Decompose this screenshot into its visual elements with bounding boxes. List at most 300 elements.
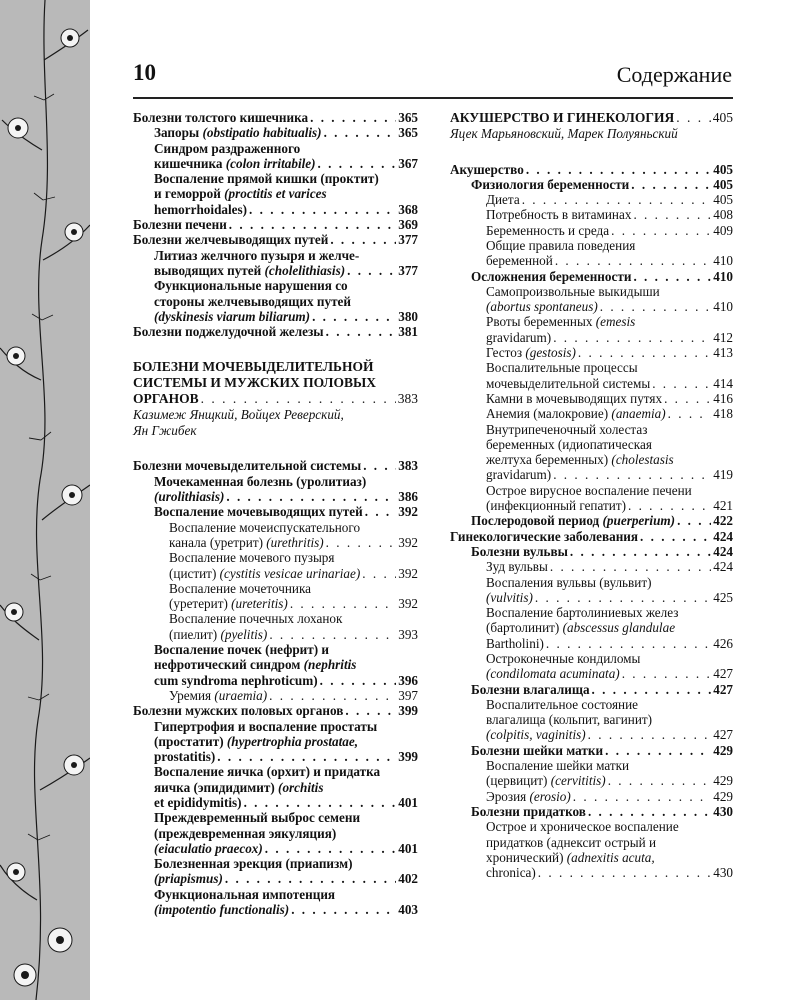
toc-entry-line: (пиелит) (pyelitis) bbox=[169, 626, 268, 642]
toc-entry-line: придатков (аднексит острый и bbox=[486, 834, 657, 850]
toc-entry bbox=[133, 141, 418, 172]
toc-entry-line: Воспаления вульвы (вульвит) bbox=[486, 574, 652, 590]
toc-entry-leader-row bbox=[486, 207, 733, 222]
dot-leader bbox=[592, 682, 712, 697]
toc-page-number: 365 bbox=[398, 125, 418, 141]
toc-entry-line: Болезни вульвы bbox=[471, 543, 568, 559]
toc-entry bbox=[450, 422, 733, 483]
toc-entry-line: Болезни мужских половых органов bbox=[133, 703, 344, 719]
toc-entry-line: (инфекционный гепатит) bbox=[486, 498, 626, 514]
toc-entry-line: (colpitis, vaginitis) bbox=[486, 727, 586, 743]
dot-leader bbox=[201, 391, 396, 407]
toc-entry bbox=[450, 513, 733, 528]
toc-entry bbox=[133, 278, 418, 324]
dot-leader bbox=[269, 688, 396, 703]
toc-entry-line: Болезненная эрекция (приапизм) bbox=[154, 856, 353, 872]
toc-entry-leader-row bbox=[486, 467, 733, 482]
toc-entry-line: Болезни мочевыделительной системы bbox=[133, 458, 362, 474]
toc-entry bbox=[133, 504, 418, 519]
toc-entry-leader-row bbox=[486, 299, 733, 314]
toc-entry-leader-row bbox=[154, 902, 418, 917]
toc-entry-leader-row bbox=[471, 269, 733, 284]
dot-leader bbox=[324, 125, 397, 140]
toc-entry-leader-row bbox=[471, 804, 733, 819]
toc-page-number: 405 bbox=[713, 161, 733, 177]
chamomile-illustration-icon bbox=[0, 0, 90, 1000]
toc-entry-line: (condilomata acuminata) bbox=[486, 666, 620, 682]
dot-leader bbox=[362, 566, 396, 581]
toc-entry-leader-row bbox=[154, 871, 418, 886]
toc-entry-line: Гипертрофия и воспаление простаты bbox=[154, 718, 378, 734]
decorative-sidebar bbox=[0, 0, 90, 1000]
toc-page-number: 427 bbox=[713, 681, 733, 697]
toc-entry bbox=[133, 217, 418, 232]
toc-entry-line: Воспаление мочеиспускательного bbox=[169, 519, 361, 535]
section-title-leader-row bbox=[133, 391, 418, 407]
toc-entry-leader-row bbox=[471, 743, 733, 758]
toc-entry bbox=[450, 269, 733, 284]
toc-entry bbox=[450, 406, 733, 421]
toc-entry-line: Болезни толстого кишечника bbox=[133, 110, 309, 125]
toc-entry-leader-row bbox=[486, 391, 733, 406]
toc-page-number: 383 bbox=[398, 458, 418, 474]
toc-entry bbox=[450, 162, 733, 177]
toc-entry-line: влагалища (кольпит, вагинит) bbox=[486, 712, 653, 728]
dot-leader bbox=[538, 865, 711, 880]
toc-page-number: 367 bbox=[398, 155, 418, 171]
dot-leader bbox=[677, 513, 711, 528]
toc-entry-line: hemorrhoidales) bbox=[154, 201, 248, 217]
toc-entry-line: беременной bbox=[486, 253, 553, 269]
toc-page-number: 399 bbox=[398, 749, 418, 765]
dot-leader bbox=[611, 223, 711, 238]
toc-entry-line: (eiaculatio praecox) bbox=[154, 840, 263, 856]
dot-leader bbox=[578, 345, 711, 360]
toc-entry bbox=[450, 238, 733, 269]
toc-entry-line: беременных (идиопатическая bbox=[486, 436, 652, 452]
dot-leader bbox=[622, 666, 712, 681]
toc-page-number: 430 bbox=[713, 803, 733, 819]
dot-leader bbox=[312, 309, 396, 324]
toc-entry-leader-row bbox=[486, 773, 733, 788]
toc-page-number: 429 bbox=[713, 773, 733, 789]
toc-entry-line: Воспаление мочевыводящих путей bbox=[154, 504, 363, 520]
toc-entry-leader-row bbox=[486, 406, 733, 421]
toc-entry-leader-row bbox=[486, 559, 733, 574]
toc-entry bbox=[450, 529, 733, 544]
toc-page-number: 393 bbox=[398, 626, 418, 642]
toc-entry-leader-row bbox=[486, 498, 733, 513]
toc-page-number: 416 bbox=[713, 390, 733, 406]
toc-page-number: 424 bbox=[713, 543, 733, 559]
toc-entry-line: Воспаление бартолиниевых желез bbox=[486, 605, 679, 621]
toc-entry bbox=[450, 314, 733, 345]
dot-leader bbox=[217, 749, 396, 764]
dot-leader bbox=[363, 458, 396, 473]
dot-leader bbox=[570, 544, 711, 559]
toc-entry bbox=[133, 719, 418, 765]
toc-entry-leader-row bbox=[486, 330, 733, 345]
toc-entry-leader-row bbox=[133, 324, 418, 339]
dot-leader bbox=[535, 590, 711, 605]
toc-entry-line: Воспаление почечных лоханок bbox=[169, 611, 343, 627]
toc-entry-line: (impotentio functionalis) bbox=[154, 902, 290, 918]
dot-leader bbox=[608, 773, 712, 788]
toc-entry-line: (бартолинит) (abscessus glandulae bbox=[486, 620, 676, 636]
toc-entry-leader-row bbox=[486, 865, 733, 880]
toc-entry-line: Синдром раздраженного bbox=[154, 140, 301, 156]
toc-entry-leader-row bbox=[486, 345, 733, 360]
toc-entry-line: Болезни желчевыводящих путей bbox=[133, 232, 329, 248]
dot-leader bbox=[318, 156, 397, 171]
toc-entry-line: Болезни печени bbox=[133, 217, 227, 233]
toc-entry-leader-row bbox=[486, 666, 733, 681]
toc-entry-leader-row bbox=[471, 682, 733, 697]
toc-entry-line: Болезни влагалища bbox=[471, 681, 590, 697]
toc-page-number: 425 bbox=[713, 589, 733, 605]
toc-page-number: 427 bbox=[713, 666, 733, 682]
toc-page-number: 380 bbox=[398, 308, 418, 324]
toc-page-number: 418 bbox=[713, 406, 733, 422]
toc-entry bbox=[133, 110, 418, 125]
dot-leader bbox=[640, 529, 711, 544]
toc-page-number: 392 bbox=[398, 596, 418, 612]
toc-entry bbox=[133, 810, 418, 856]
toc-entry-leader-row bbox=[471, 544, 733, 559]
dot-leader bbox=[588, 727, 712, 742]
dot-leader bbox=[326, 535, 397, 550]
toc-entry bbox=[133, 611, 418, 642]
toc-entry-leader-row bbox=[133, 232, 418, 247]
toc-entry-line: et epididymitis) bbox=[154, 794, 242, 810]
toc-page-number: 424 bbox=[713, 528, 733, 544]
toc-entry-line: (цистит) (cystitis vesicae urinariae) bbox=[169, 565, 361, 581]
toc-entry-leader-row bbox=[133, 703, 418, 718]
section-title-line: БОЛЕЗНИ МОЧЕВЫДЕЛИТЕЛЬНОЙ bbox=[133, 359, 374, 375]
toc-entry-line: Острое вирусное воспаление печени bbox=[486, 482, 692, 498]
toc-entry-line: Воспаление мочевого пузыря bbox=[169, 550, 335, 566]
toc-entry-line: канала (уретрит) (urethritis) bbox=[169, 534, 324, 550]
section-heading bbox=[133, 359, 418, 438]
toc-entry bbox=[450, 192, 733, 207]
dot-leader bbox=[553, 330, 711, 345]
toc-entry bbox=[450, 207, 733, 222]
toc-entry-line: кишечника (colon irritabile) bbox=[154, 155, 316, 171]
dot-leader bbox=[555, 253, 711, 268]
toc-entry-leader-row bbox=[450, 529, 733, 544]
toc-page-number: 421 bbox=[713, 498, 733, 514]
toc-page-number: 412 bbox=[713, 329, 733, 345]
toc-left-column bbox=[133, 110, 418, 917]
toc-entry-line: выводящих путей (cholelithiasis) bbox=[154, 262, 346, 278]
toc-entry bbox=[133, 324, 418, 339]
toc-entry bbox=[450, 345, 733, 360]
toc-entry bbox=[450, 743, 733, 758]
toc-entry-line: Рвоты беременных (emesis bbox=[486, 314, 636, 330]
dot-leader bbox=[226, 489, 396, 504]
dot-leader bbox=[664, 391, 711, 406]
toc-page-number: 410 bbox=[713, 299, 733, 315]
toc-entry bbox=[450, 789, 733, 804]
dot-leader bbox=[291, 902, 396, 917]
toc-entry-leader-row bbox=[169, 596, 418, 611]
dot-leader bbox=[290, 596, 396, 611]
toc-entry-leader-row bbox=[154, 309, 418, 324]
toc-entry-leader-row bbox=[450, 162, 733, 177]
toc-entry-leader-row bbox=[169, 566, 418, 581]
toc-entry-line: cum syndroma nephroticum) bbox=[154, 672, 318, 688]
toc-entry bbox=[450, 284, 733, 315]
toc-entry-line: Эрозия (erosio) bbox=[486, 788, 571, 804]
toc-page-number: 386 bbox=[398, 489, 418, 505]
toc-entry-line: Воспалительное состояние bbox=[486, 696, 639, 712]
toc-page-number: 410 bbox=[713, 253, 733, 269]
section-page-number: 383 bbox=[397, 391, 418, 407]
toc-page-number: 377 bbox=[398, 232, 418, 248]
page-number: 10 bbox=[133, 60, 156, 85]
toc-page-number: 405 bbox=[713, 192, 733, 208]
toc-entry-line: мочевыделительной системы bbox=[486, 375, 651, 391]
dot-leader bbox=[229, 217, 396, 232]
toc-page-number: 392 bbox=[398, 504, 418, 520]
toc-right-column bbox=[450, 110, 733, 880]
toc-page-number: 429 bbox=[713, 788, 733, 804]
toc-page-number: 426 bbox=[713, 635, 733, 651]
toc-entry bbox=[133, 248, 418, 279]
toc-entry-line: (vulvitis) bbox=[486, 589, 533, 605]
toc-entry bbox=[450, 544, 733, 559]
dot-leader bbox=[676, 110, 711, 126]
toc-entry-leader-row bbox=[169, 535, 418, 550]
toc-entry-leader-row bbox=[133, 110, 418, 125]
dot-leader bbox=[573, 789, 711, 804]
toc-entry-leader-row bbox=[154, 202, 418, 217]
toc-entry-line: Беременность и среда bbox=[486, 222, 610, 238]
toc-entry-leader-row bbox=[154, 749, 418, 764]
toc-entry-leader-row bbox=[154, 841, 418, 856]
toc-entry-line: (urolithiasis) bbox=[154, 489, 225, 505]
toc-entry-line: chronica) bbox=[486, 865, 536, 881]
dot-leader bbox=[225, 871, 396, 886]
dot-leader bbox=[365, 504, 397, 519]
toc-entry-line: prostatitis) bbox=[154, 749, 216, 765]
toc-page-number: 401 bbox=[398, 840, 418, 856]
toc-entry-line: Зуд вульвы bbox=[486, 559, 548, 575]
dot-leader bbox=[345, 703, 396, 718]
toc-entry bbox=[133, 688, 418, 703]
section-page-number: 405 bbox=[712, 110, 733, 125]
toc-entry-leader-row bbox=[486, 376, 733, 391]
toc-entry bbox=[450, 575, 733, 606]
toc-page-number: 369 bbox=[398, 217, 418, 233]
toc-page-number: 422 bbox=[713, 513, 733, 529]
toc-page-number: 392 bbox=[398, 534, 418, 550]
toc-entry bbox=[133, 171, 418, 217]
toc-entry-line: (dyskinesis viarum biliarum) bbox=[154, 308, 311, 324]
toc-entry-line: (уретерит) (ureteritis) bbox=[169, 596, 288, 612]
section-authors: Ян Гжибек bbox=[133, 422, 197, 438]
toc-entry-line: стороны желчевыводящих путей bbox=[154, 293, 352, 309]
spacer bbox=[450, 142, 733, 162]
dot-leader bbox=[310, 110, 396, 125]
toc-page-number: 401 bbox=[398, 794, 418, 810]
dot-leader bbox=[320, 673, 397, 688]
toc-entry-line: Воспалительные процессы bbox=[486, 360, 638, 376]
toc-entry bbox=[133, 550, 418, 581]
toc-page-number: 365 bbox=[398, 110, 418, 125]
toc-entry-line: и геморрой (proctitis et varices bbox=[154, 186, 327, 202]
toc-entry-line: Воспаление яичка (орхит) и придатка bbox=[154, 764, 381, 780]
toc-entry bbox=[450, 177, 733, 192]
toc-page-number: 413 bbox=[713, 345, 733, 361]
section-title-line: ОРГАНОВ bbox=[133, 391, 199, 407]
dot-leader bbox=[633, 207, 711, 222]
toc-entry bbox=[133, 581, 418, 612]
section-authors: Яцек Марьяновский, Марек Полуяньский bbox=[450, 126, 678, 141]
section-title-line: СИСТЕМЫ И МУЖСКИХ ПОЛОВЫХ bbox=[133, 375, 376, 391]
toc-entry-line: хронический) (adnexitis acuta, bbox=[486, 849, 655, 865]
toc-page-number: 405 bbox=[713, 176, 733, 192]
toc-entry-leader-row bbox=[486, 636, 733, 651]
dot-leader bbox=[600, 299, 711, 314]
dot-leader bbox=[265, 841, 396, 856]
toc-entry-leader-row bbox=[133, 458, 418, 473]
toc-entry-leader-row bbox=[154, 489, 418, 504]
toc-entry-line: Внутрипеченочный холестаз bbox=[486, 421, 648, 437]
dot-leader bbox=[249, 202, 396, 217]
toc-entry-line: Bartholini) bbox=[486, 635, 544, 651]
toc-entry bbox=[450, 819, 733, 880]
toc-page-number: 410 bbox=[713, 268, 733, 284]
toc-entry bbox=[133, 458, 418, 473]
toc-entry bbox=[450, 223, 733, 238]
toc-entry-line: Воспаление прямой кишки (проктит) bbox=[154, 171, 379, 187]
toc-page-number: 414 bbox=[713, 375, 733, 391]
toc-entry-leader-row bbox=[154, 795, 418, 810]
toc-entry-line: Анемия (малокровие) (anaemia) bbox=[486, 406, 666, 422]
toc-entry-line: Уремия (uraemia) bbox=[169, 687, 268, 703]
dot-leader bbox=[668, 406, 712, 421]
toc-entry-line: Диета bbox=[486, 192, 520, 208]
toc-entry bbox=[450, 483, 733, 514]
toc-entry-line: Гинекологические заболевания bbox=[450, 528, 639, 544]
dot-leader bbox=[326, 324, 397, 339]
toc-entry-line: желтуха беременных) (cholestasis bbox=[486, 452, 674, 468]
toc-entry-leader-row bbox=[486, 590, 733, 605]
toc-entry bbox=[133, 887, 418, 918]
toc-entry-line: Функциональные нарушения со bbox=[154, 278, 348, 294]
toc-entry-leader-row bbox=[471, 177, 733, 192]
toc-page-number: 377 bbox=[398, 262, 418, 278]
toc-entry-leader-row bbox=[154, 673, 418, 688]
header-rule bbox=[133, 97, 733, 99]
dot-leader bbox=[526, 162, 711, 177]
toc-page-number: 399 bbox=[398, 703, 418, 719]
toc-entry-line: Потребность в витаминах bbox=[486, 207, 632, 223]
toc-entry bbox=[450, 804, 733, 819]
dot-leader bbox=[347, 263, 396, 278]
toc-entry-line: Литиаз желчного пузыря и желче- bbox=[154, 247, 360, 263]
toc-entry bbox=[133, 703, 418, 718]
toc-page-number: 408 bbox=[713, 207, 733, 223]
toc-page-number: 419 bbox=[713, 467, 733, 483]
toc-entry-line: Камни в мочевыводящих путях bbox=[486, 390, 663, 406]
toc-page-number: 392 bbox=[398, 565, 418, 581]
toc-entry bbox=[133, 642, 418, 688]
toc-page-number: 409 bbox=[713, 222, 733, 238]
toc-entry-line: Послеродовой период (puerperium) bbox=[471, 513, 676, 529]
toc-entry-line: Самопроизвольные выкидыши bbox=[486, 283, 660, 299]
dot-leader bbox=[588, 804, 711, 819]
toc-entry-leader-row bbox=[154, 504, 418, 519]
toc-entry bbox=[133, 125, 418, 140]
toc-entry-leader-row bbox=[471, 513, 733, 528]
toc-entry bbox=[133, 520, 418, 551]
toc-entry-leader-row bbox=[154, 263, 418, 278]
toc-entry-line: Физиология беременности bbox=[471, 176, 630, 192]
section-title-line: АКУШЕРСТВО И ГИНЕКОЛОГИЯ bbox=[450, 110, 675, 125]
toc-entry-leader-row bbox=[486, 789, 733, 804]
toc-page-number: 430 bbox=[713, 865, 733, 881]
toc-page-number: 402 bbox=[398, 871, 418, 887]
toc-entry-line: Болезни придатков bbox=[471, 803, 586, 819]
toc-entry bbox=[450, 605, 733, 651]
toc-entry-line: Острое и хроническое воспаление bbox=[486, 819, 679, 835]
toc-entry-leader-row bbox=[486, 727, 733, 742]
toc-entry bbox=[133, 474, 418, 505]
toc-entry-leader-row bbox=[486, 253, 733, 268]
toc-entry bbox=[450, 391, 733, 406]
toc-entry bbox=[450, 697, 733, 743]
section-authors: Казимеж Янщкий, Войцех Реверский, bbox=[133, 407, 344, 423]
toc-entry-leader-row bbox=[169, 627, 418, 642]
dot-leader bbox=[628, 498, 711, 513]
dot-leader bbox=[605, 743, 711, 758]
dot-leader bbox=[522, 192, 712, 207]
toc-entry-line: Запоры (obstipatio habitualis) bbox=[154, 125, 322, 141]
running-head: Содержание bbox=[616, 62, 732, 87]
toc-entry bbox=[450, 682, 733, 697]
toc-entry-line: Воспаление почек (нефрит) и bbox=[154, 642, 330, 658]
toc-entry-line: яичка (эпидидимит) (orchitis bbox=[154, 779, 324, 795]
dot-leader bbox=[631, 177, 711, 192]
toc-page-number: 424 bbox=[713, 559, 733, 575]
toc-page-number: 397 bbox=[398, 687, 418, 703]
toc-page-number: 368 bbox=[398, 201, 418, 217]
toc-entry-line: Преждевременный выброс семени bbox=[154, 810, 361, 826]
toc-entry bbox=[450, 360, 733, 391]
spacer bbox=[133, 339, 418, 359]
toc-entry bbox=[133, 232, 418, 247]
toc-entry-line: Воспаление мочеточника bbox=[169, 580, 312, 596]
toc-entry-line: Болезни поджелудочной железы bbox=[133, 324, 324, 340]
toc-entry-leader-row bbox=[486, 192, 733, 207]
toc-entry-line: (abortus spontaneus) bbox=[486, 299, 598, 315]
toc-entry bbox=[450, 651, 733, 682]
toc-entry-leader-row bbox=[154, 156, 418, 171]
dot-leader bbox=[553, 467, 711, 482]
toc-entry-line: (преждевременная эякуляция) bbox=[154, 825, 337, 841]
toc-page-number: 381 bbox=[398, 324, 418, 340]
dot-leader bbox=[652, 376, 711, 391]
section-title-leader-row bbox=[450, 110, 733, 126]
toc-entry-line: (цервицит) (cervititis) bbox=[486, 773, 606, 789]
toc-entry-line: gravidarum) bbox=[486, 467, 552, 483]
toc-entry-line: Осложнения беременности bbox=[471, 268, 632, 284]
dot-leader bbox=[546, 636, 711, 651]
section-heading bbox=[450, 110, 733, 142]
toc-entry-line: Остроконечные кондиломы bbox=[486, 651, 641, 666]
